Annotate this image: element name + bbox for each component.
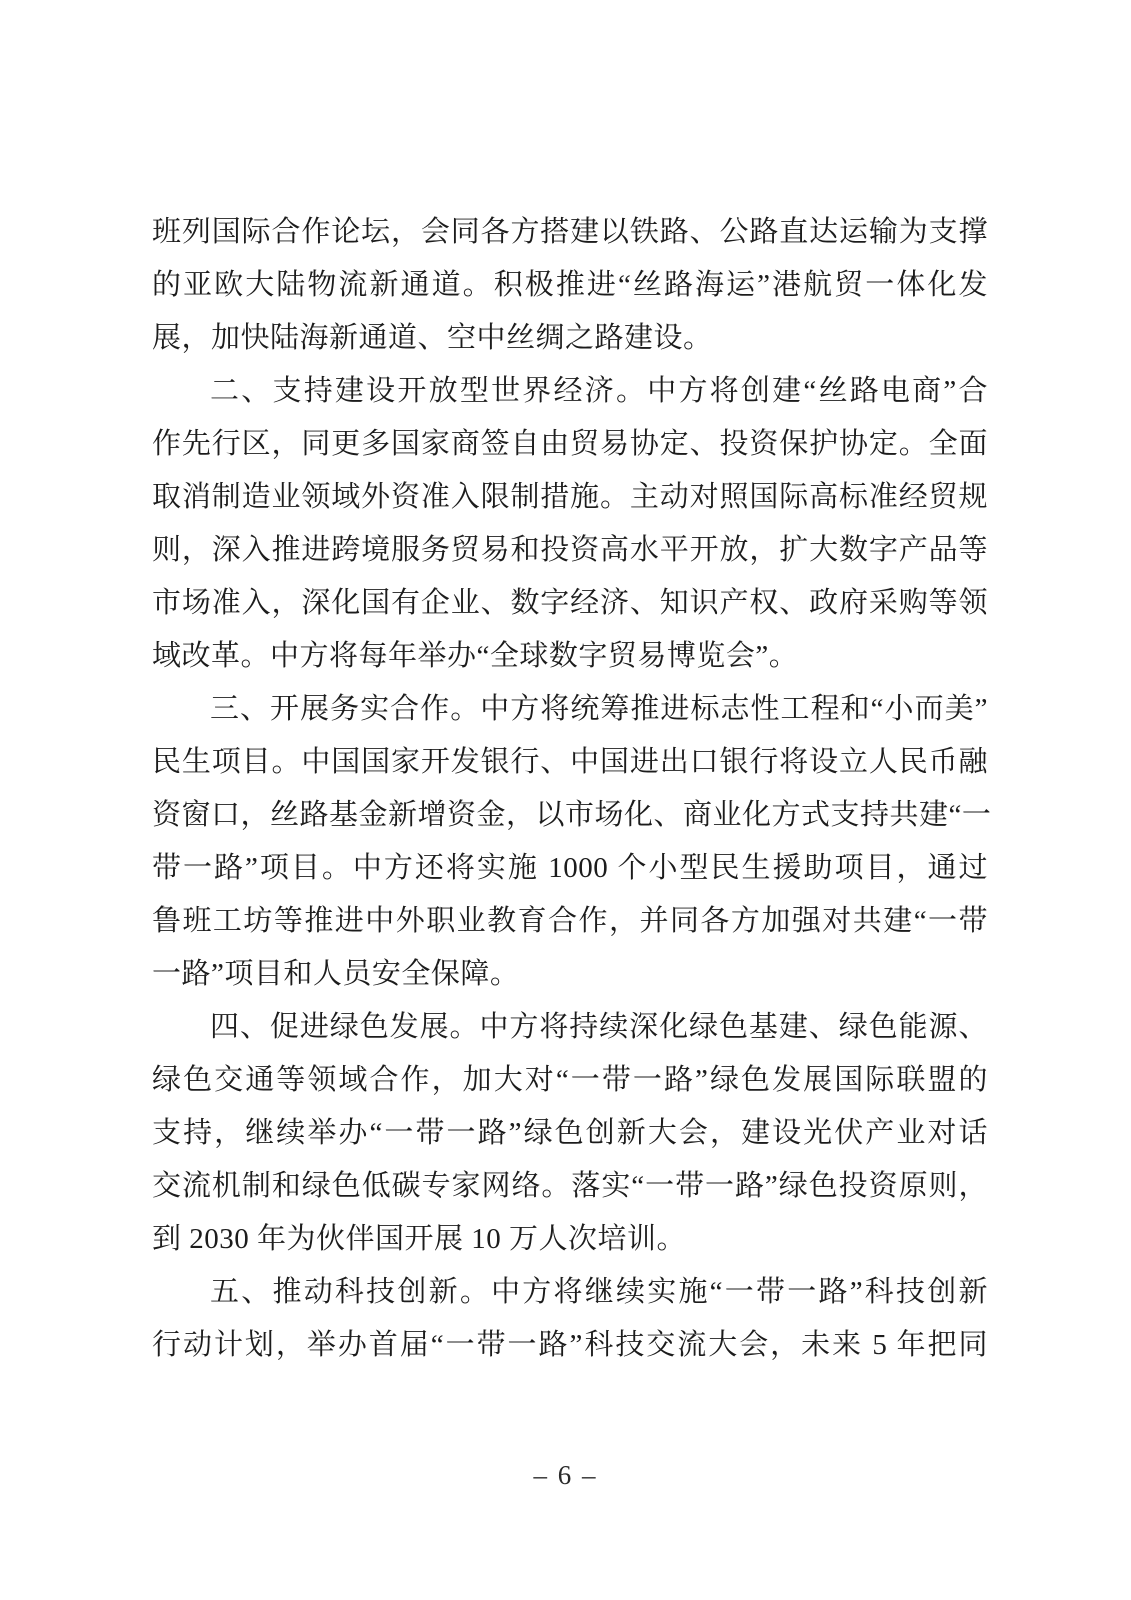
text-line: 二、支持建设开放型世界经济。中方将创建“丝路电商”合: [210, 375, 988, 407]
text-line: 交流机制和绿色低碳专家网络。落实“一带一路”绿色投资原则，: [152, 1170, 988, 1202]
paragraph: [152, 683, 992, 1001]
text-line: 作先行区，同更多国家商签自由贸易协定、投资保护协定。全面: [152, 428, 988, 460]
text-line: 资窗口，丝路基金新增资金，以市场化、商业化方式支持共建“一: [152, 799, 992, 831]
page-number: – 6 –: [533, 1460, 598, 1490]
text-line: 绿色交通等领域合作，加大对“一带一路”绿色发展国际联盟的: [152, 1064, 988, 1096]
text-line: 支持，继续举办“一带一路”绿色创新大会，建设光伏产业对话: [152, 1117, 988, 1149]
paragraph: [152, 365, 988, 683]
paragraph: [152, 1001, 988, 1266]
text-line: 行动计划，举办首届“一带一路”科技交流大会，未来 5 年把同: [152, 1329, 988, 1361]
text-line: 取消制造业领域外资准入限制措施。主动对照国际高标准经贸规: [152, 481, 988, 513]
text-line: 一路”项目和人员安全保障。: [152, 958, 520, 990]
text-line: 班列国际合作论坛，会同各方搭建以铁路、公路直达运输为支撑: [152, 216, 988, 248]
document-body: [152, 206, 992, 1372]
text-line: 展，加快陆海新通道、空中丝绸之路建设。: [152, 322, 713, 354]
text-line: 民生项目。中国国家开发银行、中国进出口银行将设立人民币融: [152, 746, 988, 778]
text-line: 市场准入，深化国有企业、数字经济、知识产权、政府采购等领: [152, 587, 988, 619]
text-line: 则，深入推进跨境服务贸易和投资高水平开放，扩大数字产品等: [152, 534, 988, 566]
text-line: 三、开展务实合作。中方将统筹推进标志性工程和“小而美”: [210, 693, 988, 725]
text-line: 带一路”项目。中方还将实施 1000 个小型民生援助项目，通过: [152, 852, 988, 884]
text-line: 的亚欧大陆物流新通道。积极推进“丝路海运”港航贸一体化发: [152, 269, 988, 301]
text-line: 到 2030 年为伙伴国开展 10 万人次培训。: [152, 1223, 687, 1255]
paragraph: [152, 1266, 988, 1372]
text-line: 鲁班工坊等推进中外职业教育合作，并同各方加强对共建“一带: [152, 905, 988, 937]
paragraph: [152, 206, 988, 365]
text-line: 五、推动科技创新。中方将继续实施“一带一路”科技创新: [210, 1276, 988, 1308]
text-line: 四、促进绿色发展。中方将持续深化绿色基建、绿色能源、: [210, 1011, 988, 1043]
text-line: 域改革。中方将每年举办“全球数字贸易博览会”。: [152, 640, 799, 672]
